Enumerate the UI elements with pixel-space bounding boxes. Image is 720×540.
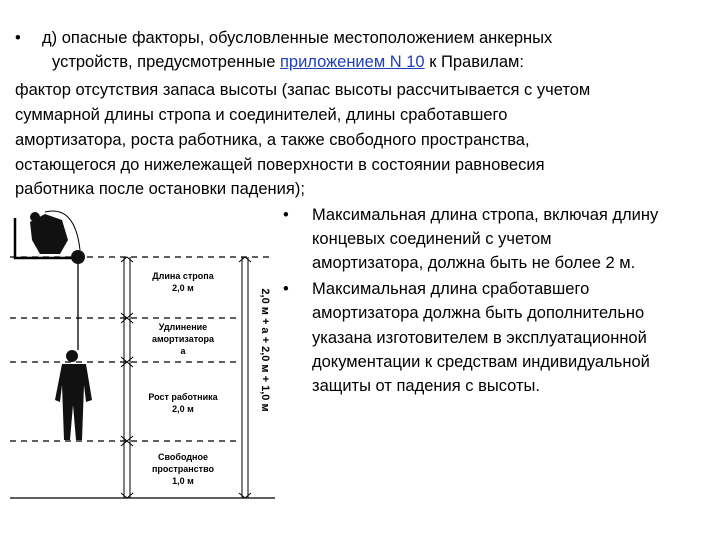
- segment-label: Свободное: [157, 452, 209, 462]
- bullet: •: [283, 280, 289, 298]
- segment-label: пространство: [152, 464, 214, 474]
- total-height-label: 2,0 м + а + 2,0 м + 1,0 м: [259, 288, 271, 412]
- bullet: •: [283, 206, 289, 224]
- bullet-1-line: Максимальная длина стропа, включая длину: [312, 206, 659, 224]
- intro-line-1: д) опасные факторы, обусловленные местоположением анкерных: [42, 29, 553, 47]
- bullet: •: [15, 29, 21, 47]
- text: устройств, предусмотренные: [52, 53, 280, 71]
- bullet-2-line: защиты от падения с высоты.: [312, 377, 540, 395]
- appendix-link[interactable]: приложением N 10: [279, 53, 425, 71]
- para-line: суммарной длины стропа и соединителей, длины сработавшего: [15, 106, 508, 124]
- segment-label: а: [180, 346, 186, 356]
- para-line: работника после остановки падения);: [15, 180, 305, 198]
- bullet-2-line: документации к средствам индивидуальной: [312, 353, 650, 371]
- bullet-2-line: указана изготовителем в эксплуатационной: [312, 329, 647, 347]
- text: к Правилам:: [424, 53, 524, 71]
- anchor-icon: [71, 250, 85, 264]
- bullet-1-line: амортизатора, должна быть не более 2 м.: [312, 254, 636, 272]
- bullet-2-line: амортизатора должна быть дополнительно: [312, 304, 645, 322]
- para-line: остающегося до нижележащей поверхности в состоянии равновесия: [15, 156, 545, 174]
- bullet-2-line: Максимальная длина сработавшего: [312, 280, 590, 298]
- para-line: амортизатора, роста работника, а также свободного пространства,: [15, 131, 530, 149]
- segment-label: 2,0 м: [172, 404, 194, 414]
- level-lines: [10, 257, 270, 441]
- segment-label: 1,0 м: [172, 476, 194, 486]
- segment-label: Удлинение: [158, 322, 208, 332]
- worker-hanging-icon: [55, 350, 92, 440]
- segment-label: Длина стропа: [152, 271, 214, 281]
- worker-top-icon: [30, 211, 80, 254]
- segment-label: Рост работника: [148, 392, 218, 402]
- para-line: фактор отсутствия запаса высоты (запас высоты рассчитывается с учетом: [15, 81, 591, 99]
- segment-label: 2,0 м: [172, 283, 194, 293]
- segment-label: амортизатора: [151, 334, 215, 344]
- bullet-1-line: концевых соединений с учетом: [312, 230, 552, 248]
- fall-clearance-diagram: [0, 0, 290, 520]
